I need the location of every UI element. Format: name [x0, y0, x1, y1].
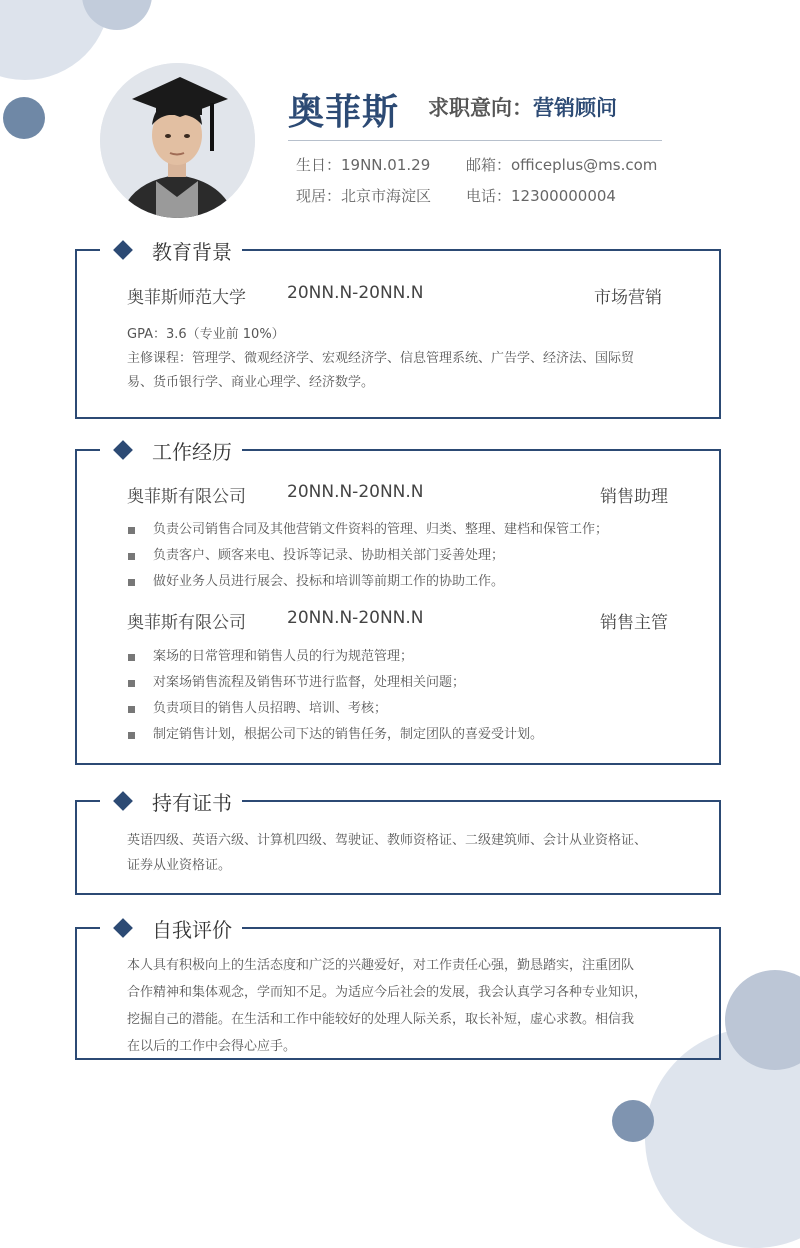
job1-position: 销售助理 — [600, 487, 668, 507]
school-name: 奥菲斯师范大学 — [127, 288, 246, 308]
square-bullet-icon — [128, 706, 135, 713]
job-intent — [428, 92, 617, 122]
square-bullet-icon — [128, 680, 135, 687]
job1-period: 20NN.N-20NN.N — [287, 482, 424, 502]
job-intent-value: 营销顾问 — [533, 96, 617, 120]
job2-period: 20NN.N-20NN.N — [287, 608, 424, 628]
job2-company: 奥菲斯有限公司 — [127, 613, 246, 633]
square-bullet-icon — [128, 553, 135, 560]
list-item: 负责客户、顾客来电、投诉等记录、协助相关部门妥善处理； — [128, 543, 608, 569]
self-evaluation-header — [100, 913, 242, 943]
list-item: 负责公司销售合同及其他营销文件资料的管理、归类、整理、建档和保管工作； — [128, 517, 608, 543]
education-period: 20NN.N-20NN.N — [287, 283, 424, 303]
gpa: GPA：3.6（专业前 10%） — [127, 327, 285, 342]
job1-company: 奥菲斯有限公司 — [127, 487, 246, 507]
residence-info: 现居：北京市海淀区 — [296, 187, 432, 205]
email-info: 邮箱：officeplus@ms.com — [466, 156, 658, 174]
list-item: 负责项目的销售人员招聘、培训、考核； — [128, 696, 543, 722]
square-bullet-icon — [128, 732, 135, 739]
job1-duties — [128, 517, 608, 595]
self-evaluation-title: 自我评价 — [152, 917, 232, 942]
list-item: 制定销售计划，根据公司下达的销售任务，制定团队的喜爱受计划。 — [128, 722, 543, 748]
list-item: 对案场销售流程及销售环节进行监督，处理相关问题； — [128, 670, 543, 696]
major: 市场营销 — [594, 288, 662, 308]
certificates-line1: 英语四级、英语六级、计算机四级、驾驶证、教师资格证、二级建筑师、会计从业资格证、 — [127, 833, 648, 848]
diamond-icon — [113, 240, 133, 260]
decor-circle-bottom-dot — [612, 1100, 654, 1142]
job2-duties — [128, 644, 543, 748]
education-title: 教育背景 — [152, 239, 232, 264]
work-header — [100, 435, 242, 465]
certificates-title: 持有证书 — [152, 790, 232, 815]
square-bullet-icon — [128, 579, 135, 586]
candidate-name: 奥菲斯 — [288, 92, 400, 133]
list-item: 做好业务人员进行展会、投标和培训等前期工作的协助工作。 — [128, 569, 608, 595]
avatar — [100, 63, 255, 218]
diamond-icon — [113, 918, 133, 938]
job2-position: 销售主管 — [600, 613, 668, 633]
diamond-icon — [113, 791, 133, 811]
certificates-header — [100, 786, 242, 816]
phone-info: 电话：12300000004 — [466, 187, 616, 205]
diamond-icon — [113, 440, 133, 460]
job-intent-label: 求职意向： — [428, 96, 533, 120]
work-title: 工作经历 — [152, 439, 232, 464]
list-item: 案场的日常管理和销售人员的行为规范管理； — [128, 644, 543, 670]
certificates-line2: 证券从业资格证。 — [127, 858, 232, 873]
header-divider — [288, 140, 662, 141]
birth-info: 生日：19NN.01.29 — [296, 156, 431, 174]
decor-circle-left-dot — [3, 97, 45, 139]
square-bullet-icon — [128, 527, 135, 534]
square-bullet-icon — [128, 654, 135, 661]
courses-line2: 易、货币银行学、商业心理学、经济数学。 — [127, 375, 375, 390]
courses-line1: 主修课程：管理学、微观经济学、宏观经济学、信息管理系统、广告学、经济法、国际贸 — [127, 351, 635, 366]
education-header — [100, 235, 242, 265]
graduate-avatar-icon — [100, 63, 255, 218]
self-evaluation-text: 本人具有积极向上的生活态度和广泛的兴趣爱好，对工作责任心强，勤恳踏实，注重团队 合作精神和集体观念，学而知不足。为适应今后社会的发展，我会认真学习各种专业知识， 挖掘自己的潜能。在生活和工作中能较好的处理人际关系，取长补短，虚心求教。相信我 在以后的工作中会得心应手。 — [127, 958, 648, 1054]
